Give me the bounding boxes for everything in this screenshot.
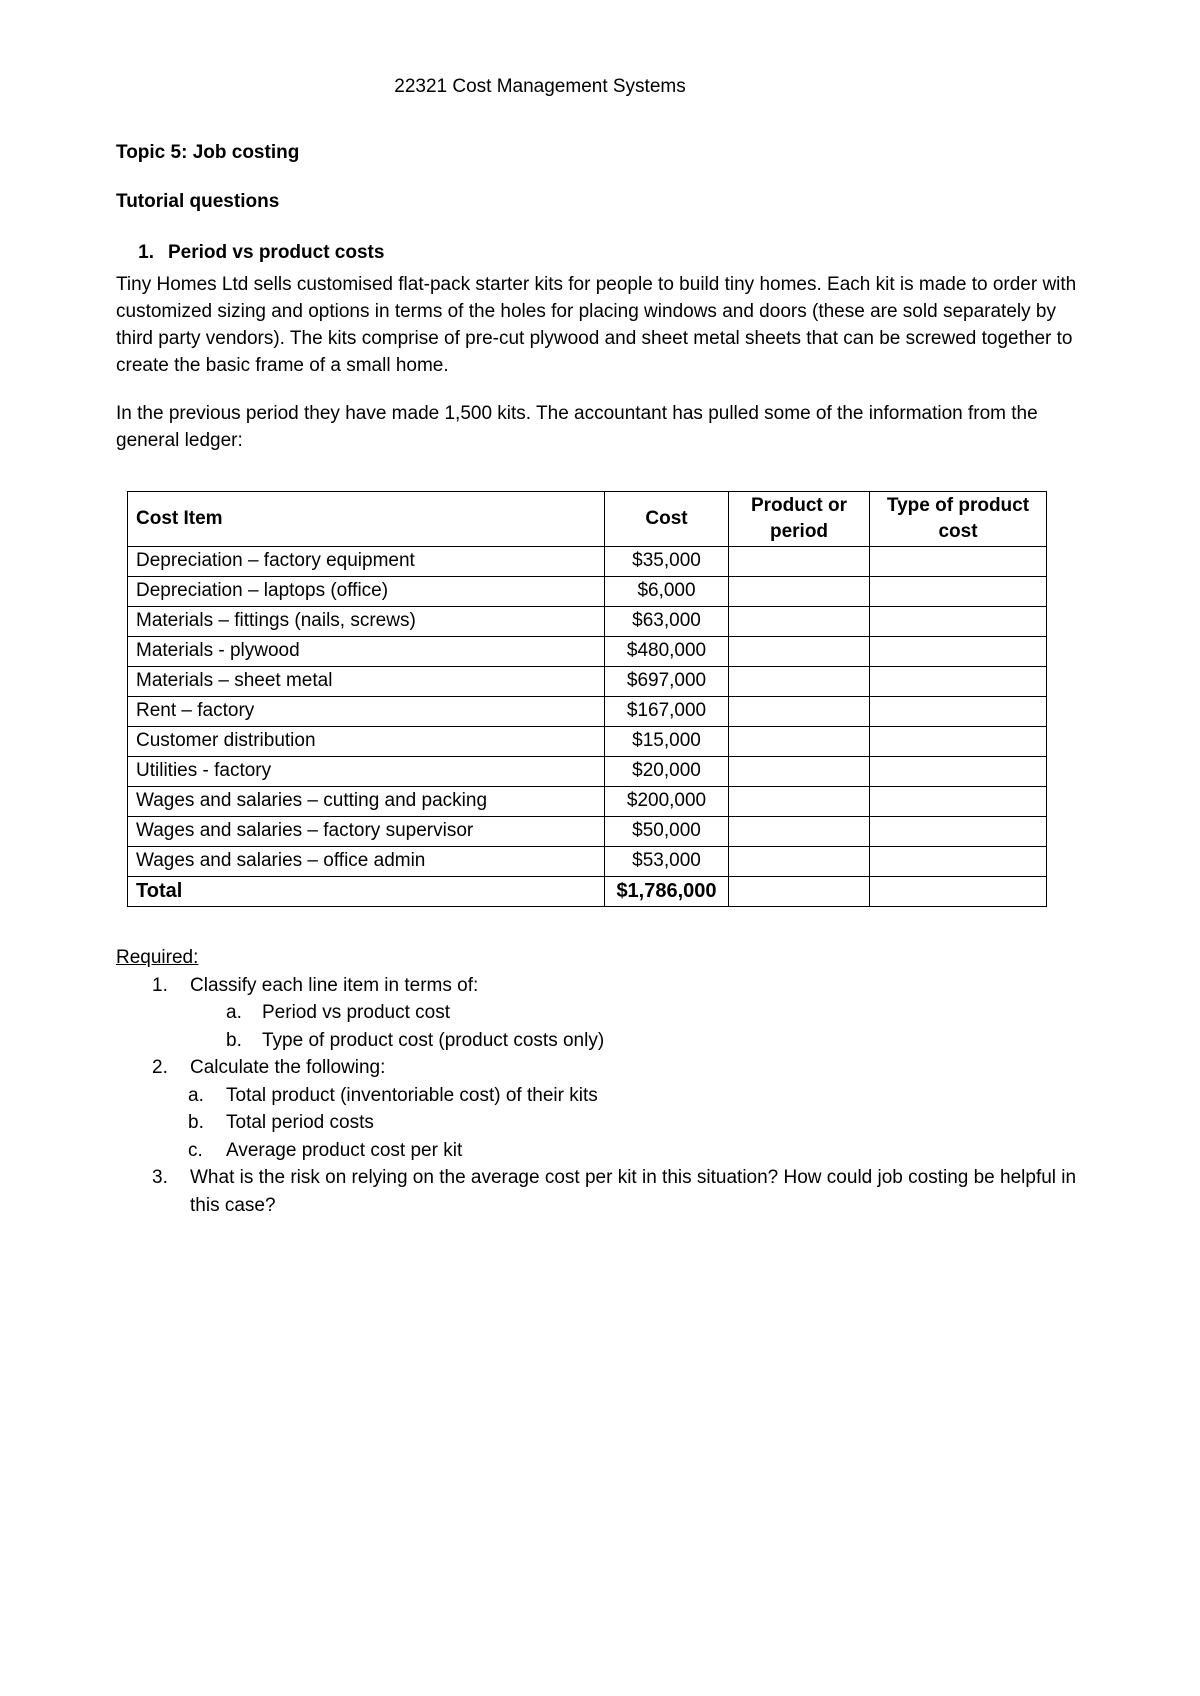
table-row [128,787,1047,817]
row-cost: $20,000 [605,757,729,787]
list-item [116,1109,1086,1137]
row-type-cell [870,547,1047,577]
total-cost: $1,786,000 [605,877,729,907]
row-classification-cell [729,787,870,817]
row-classification-cell [729,547,870,577]
row-classification-cell [729,637,870,667]
row-classification-cell [729,847,870,877]
list-number: 2. [152,1057,168,1078]
row-item: Utilities - factory [128,757,605,787]
row-type-cell [870,637,1047,667]
table-row [128,577,1047,607]
table-row [128,637,1047,667]
row-item: Wages and salaries – cutting and packing [128,787,605,817]
row-cost: $50,000 [605,817,729,847]
list-item [116,1054,1086,1082]
row-item: Materials – fittings (nails, screws) [128,607,605,637]
row-item: Materials - plywood [128,637,605,667]
row-classification-cell [729,757,870,787]
row-type-cell [870,697,1047,727]
header-type-of-product-cost: Type of product cost [870,492,1047,547]
list-text: Total product (inventoriable cost) of their kits [226,1084,598,1106]
document-header: 22321 Cost Management Systems [394,76,686,97]
table-row [128,607,1047,637]
list-item [116,999,1086,1027]
list-number: b. [226,1029,242,1051]
list-number: a. [226,1002,242,1023]
question-1-title: Period vs product costs [168,241,385,263]
header-cost-item: Cost Item [128,492,605,547]
row-classification-cell [729,667,870,697]
list-text: Total period costs [226,1112,374,1133]
table-row [128,817,1047,847]
row-classification-cell [729,697,870,727]
row-classification-cell [729,877,870,907]
row-cost: $697,000 [605,667,729,697]
row-cost: $6,000 [605,577,729,607]
question-1-paragraph-2: In the previous period they have made 1,500 kits. The accountant has pulled some of the information from the general ledger: [116,402,1038,451]
list-item [116,1082,1086,1110]
row-type-cell [870,667,1047,697]
row-type-cell [870,847,1047,877]
list-text: What is the risk on relying on the average cost per kit in this situation? How could job costing be helpful in this case? [190,1167,1077,1216]
row-cost: $480,000 [605,637,729,667]
table-row [128,847,1047,877]
list-number: 1. [152,974,168,996]
row-type-cell [870,727,1047,757]
list-number: c. [188,1139,203,1161]
row-cost: $63,000 [605,607,729,637]
required-title: Required: [116,947,199,968]
row-item: Wages and salaries – factory supervisor [128,817,605,847]
list-text: Average product cost per kit [226,1139,463,1161]
row-cost: $15,000 [605,727,729,757]
row-classification-cell [729,817,870,847]
question-1-paragraph-1: Tiny Homes Ltd sells customised flat-pack starter kits for people to build tiny homes. Each kit is made to order with customized sizing and options in terms of the holes for placing windows and doors (these are sold separately by third party vendors). The kits comprise of pre-cut plywood and sheet metal sheets that can be screwed together to create the basic frame of a small home. [116,273,1077,376]
row-item: Wages and salaries – office admin [128,847,605,877]
table-row [128,667,1047,697]
row-cost: $200,000 [605,787,729,817]
table-row [128,697,1047,727]
row-type-cell [870,817,1047,847]
row-type-cell [870,607,1047,637]
tutorial-heading: Tutorial questions [116,190,280,212]
row-item: Materials – sheet metal [128,667,605,697]
table-row [128,727,1047,757]
row-type-cell [870,757,1047,787]
header-product-or-period: Product or period [729,492,870,547]
list-item [116,1164,1086,1219]
document-body [116,140,1086,454]
row-classification-cell [729,577,870,607]
row-type-cell [870,577,1047,607]
row-item: Depreciation – laptops (office) [128,577,605,607]
list-text: Period vs product cost [262,1002,450,1023]
table-row [128,547,1047,577]
row-cost: $53,000 [605,847,729,877]
row-type-cell [870,787,1047,817]
list-text: Type of product cost (product costs only) [262,1029,605,1051]
list-text: Calculate the following: [190,1057,386,1078]
row-item: Depreciation – factory equipment [128,547,605,577]
table-header-row [128,492,1047,547]
list-number: b. [188,1112,204,1133]
table-total-row [128,877,1047,907]
cost-table [127,491,1047,907]
header-cost: Cost [605,492,729,547]
row-classification-cell [729,607,870,637]
question-1-heading [116,240,1086,267]
row-item: Rent – factory [128,697,605,727]
list-item [116,1137,1086,1165]
list-item [116,1027,1086,1055]
list-number: a. [188,1084,204,1106]
row-cost: $35,000 [605,547,729,577]
row-classification-cell [729,727,870,757]
list-text: Classify each line item in terms of: [190,974,479,996]
list-number: 3. [152,1167,168,1188]
table-row [128,757,1047,787]
row-type-cell [870,877,1047,907]
required-section [116,944,1086,1219]
list-item [116,972,1086,1000]
row-item: Customer distribution [128,727,605,757]
row-cost: $167,000 [605,697,729,727]
question-1-number: 1. [138,241,154,263]
total-label: Total [128,877,605,907]
topic-title: Topic 5: Job costing [116,142,300,163]
